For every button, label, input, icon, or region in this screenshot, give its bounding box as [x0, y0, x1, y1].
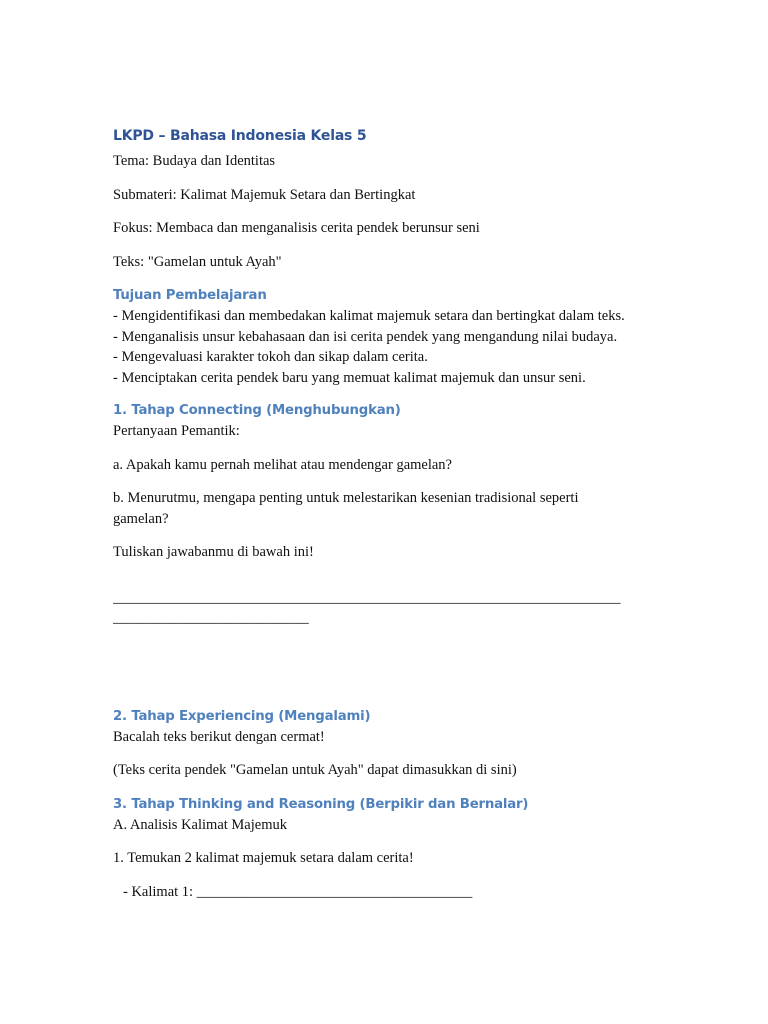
tujuan-list — [113, 306, 673, 388]
list-item: - Menciptakan cerita pendek baru yang memuat kalimat majemuk dan unsur seni. — [113, 369, 586, 386]
analysis-subheading: A. Analisis Kalimat Majemuk — [113, 816, 287, 833]
document-page — [113, 126, 673, 902]
list-item: - Mengevaluasi karakter tokoh dan sikap dalam cerita. — [113, 349, 428, 365]
story-placeholder: (Teks cerita pendek "Gamelan untuk Ayah" dapat dimasukkan di sini) — [113, 762, 517, 778]
connecting-intro: Pertanyaan Pemantik: — [113, 423, 240, 439]
document-title: LKPD – Bahasa Indonesia Kelas 5 — [113, 128, 367, 144]
list-item: - Menganalisis unsur kebahasaan dan isi cerita pendek yang mengandung nilai budaya. — [113, 328, 618, 345]
task-1: 1. Temukan 2 kalimat majemuk setara dalam cerita! — [113, 850, 414, 866]
question-b: b. Menurutmu, mengapa penting untuk melestarikan kesenian tradisional seperti gamelan? — [113, 490, 579, 527]
connecting-instruction: Tuliskan jawabanmu di bawah ini! — [113, 544, 314, 560]
tema-line: Tema: Budaya dan Identitas — [113, 153, 276, 169]
answer-line: ______________________________________________________________________ — [113, 589, 621, 606]
list-item: - Mengidentifikasi dan membedakan kalimat majemuk setara dan bertingkat dalam teks. — [113, 308, 625, 324]
thinking-heading: 3. Tahap Thinking and Reasoning (Berpikir dan Bernalar) — [113, 796, 529, 812]
kalimat-1-line: - Kalimat 1: ______________________________________ — [123, 883, 473, 900]
experiencing-instruction: Bacalah teks berikut dengan cermat! — [113, 728, 325, 745]
question-a: a. Apakah kamu pernah melihat atau mendengar gamelan? — [113, 456, 452, 473]
teks-line: Teks: "Gamelan untuk Ayah" — [113, 253, 282, 270]
tujuan-heading: Tujuan Pembelajaran — [113, 288, 267, 303]
connecting-heading: 1. Tahap Connecting (Menghubungkan) — [113, 403, 401, 418]
submateri-line: Submateri: Kalimat Majemuk Setara dan Bertingkat — [113, 186, 416, 203]
fokus-line: Fokus: Membaca dan menganalisis cerita pendek berunsur seni — [113, 220, 480, 236]
experiencing-heading: 2. Tahap Experiencing (Mengalami) — [113, 708, 371, 724]
answer-line: ___________________________ — [113, 610, 309, 626]
